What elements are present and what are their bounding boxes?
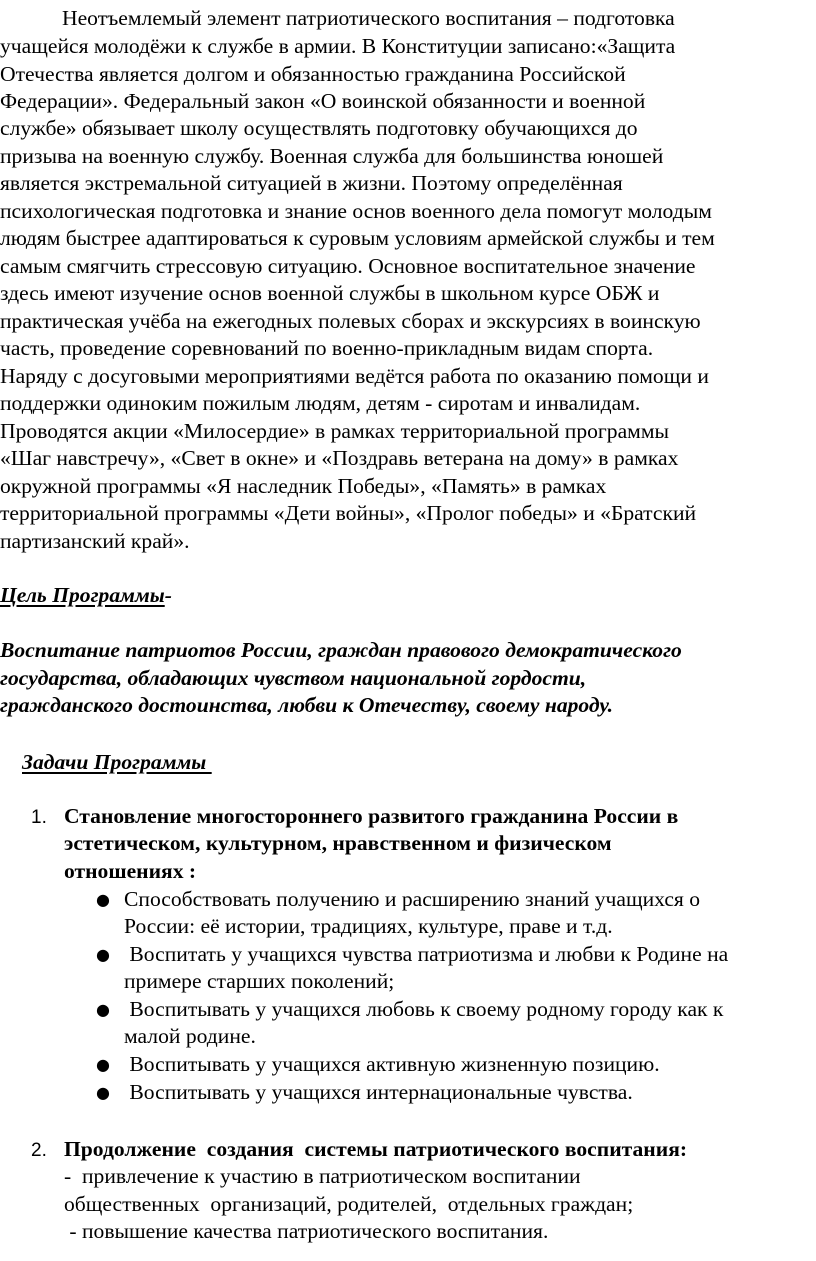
bullet-line: Способствовать получению и расширению знаний учащихся о <box>124 887 701 911</box>
bullet-line: примере старших поколений; <box>124 969 395 993</box>
bullet-line: Воспитывать у учащихся любовь к своему родному городу как к <box>124 997 724 1021</box>
intro-line: часть, проведение соревнований по военно-прикладным видам спорта. <box>0 336 654 360</box>
intro-line: территориальной программы «Дети войны», «Пролог победы» и «Братский <box>0 501 697 525</box>
task-number: 1. <box>31 807 47 828</box>
intro-line: здесь имеют изучение основ военной службы в школьном курсе ОБЖ и <box>0 281 660 305</box>
bullet-icon: ● <box>96 1000 110 1019</box>
bullet-line: Воспитывать у учащихся интернациональные чувства. <box>124 1080 633 1104</box>
intro-line: Проводятся акции «Милосердие» в рамках территориальной программы <box>0 419 670 443</box>
bullet-line: Воспитать у учащихся чувства патриотизма и любви к Родине на <box>124 942 729 966</box>
bullet-icon: ● <box>96 945 110 964</box>
task-title-line: эстетическом, культурном, нравственном и физическом <box>64 831 612 855</box>
task-line: - привлечение к участию в патриотическом воспитании <box>64 1164 581 1188</box>
tasks-heading: Задачи Программы <box>22 750 212 774</box>
intro-line: службе» обязывает школу осуществлять подготовку обучающихся до <box>0 116 638 140</box>
intro-line: является экстремальной ситуацией в жизни. Поэтому определённая <box>0 171 623 195</box>
bullet-icon: ● <box>96 1083 110 1102</box>
intro-line: практическая учёба на ежегодных полевых сборах и экскурсиях в воинскую <box>0 309 701 333</box>
intro-line: Неотъемлемый элемент патриотического воспитания – подготовка <box>62 6 675 30</box>
bullet-line: Воспитывать у учащихся активную жизненную позицию. <box>124 1052 660 1076</box>
bullet-line: малой родине. <box>124 1024 256 1048</box>
intro-line: самым смягчить стрессовую ситуацию. Основное воспитательное значение <box>0 254 696 278</box>
intro-line: психологическая подготовка и знание основ военного дела помогут молодым <box>0 199 712 223</box>
intro-line: «Шаг навстречу», «Свет в окне» и «Поздравь ветерана на дому» в рамках <box>0 446 679 470</box>
task-title-line: Становление многостороннего развитого гражданина России в <box>64 804 679 828</box>
intro-line: Наряду с досуговыми мероприятиями ведётся работа по оказанию помощи и <box>0 364 709 388</box>
task-line: общественных организаций, родителей, отдельных граждан; <box>64 1192 634 1216</box>
goal-heading-dash: - <box>164 583 172 607</box>
intro-line: учащейся молодёжи к службе в армии. В Конституции записано:«Защита <box>0 34 676 58</box>
bullet-icon: ● <box>96 890 110 909</box>
goal-heading <box>0 585 172 607</box>
task-number: 2. <box>31 1140 47 1161</box>
intro-line: Отечества является долгом и обязанностью гражданина Российской <box>0 62 626 86</box>
bullet-icon: ● <box>96 1055 110 1074</box>
task-title-line: отношениях : <box>64 859 197 883</box>
goal-line: гражданского достоинства, любви к Отечеству, своему народу. <box>0 693 613 717</box>
intro-line: окружной программы «Я наследник Победы», «Память» в рамках <box>0 474 607 498</box>
goal-line: государства, обладающих чувством национальной гордости, <box>0 666 587 690</box>
bullet-line: России: её истории, традициях, культуре, праве и т.д. <box>124 914 613 938</box>
intro-line: поддержки одиноким пожилым людям, детям - сиротам и инвалидам. <box>0 391 641 415</box>
intro-line: Федерации». Федеральный закон «О воинской обязанности и военной <box>0 89 646 113</box>
intro-line: партизанский край». <box>0 529 190 553</box>
task-title-line: Продолжение создания системы патриотического воспитания: <box>64 1137 688 1161</box>
intro-line: людям быстрее адаптироваться к суровым условиям армейской службы и тем <box>0 226 715 250</box>
task-line: - повышение качества патриотического воспитания. <box>64 1219 549 1243</box>
goal-line: Воспитание патриотов России, граждан правового демократического <box>0 638 682 662</box>
goal-heading-text: Цель Программы <box>0 583 165 607</box>
intro-line: призыва на военную службу. Военная служба для большинства юношей <box>0 144 664 168</box>
